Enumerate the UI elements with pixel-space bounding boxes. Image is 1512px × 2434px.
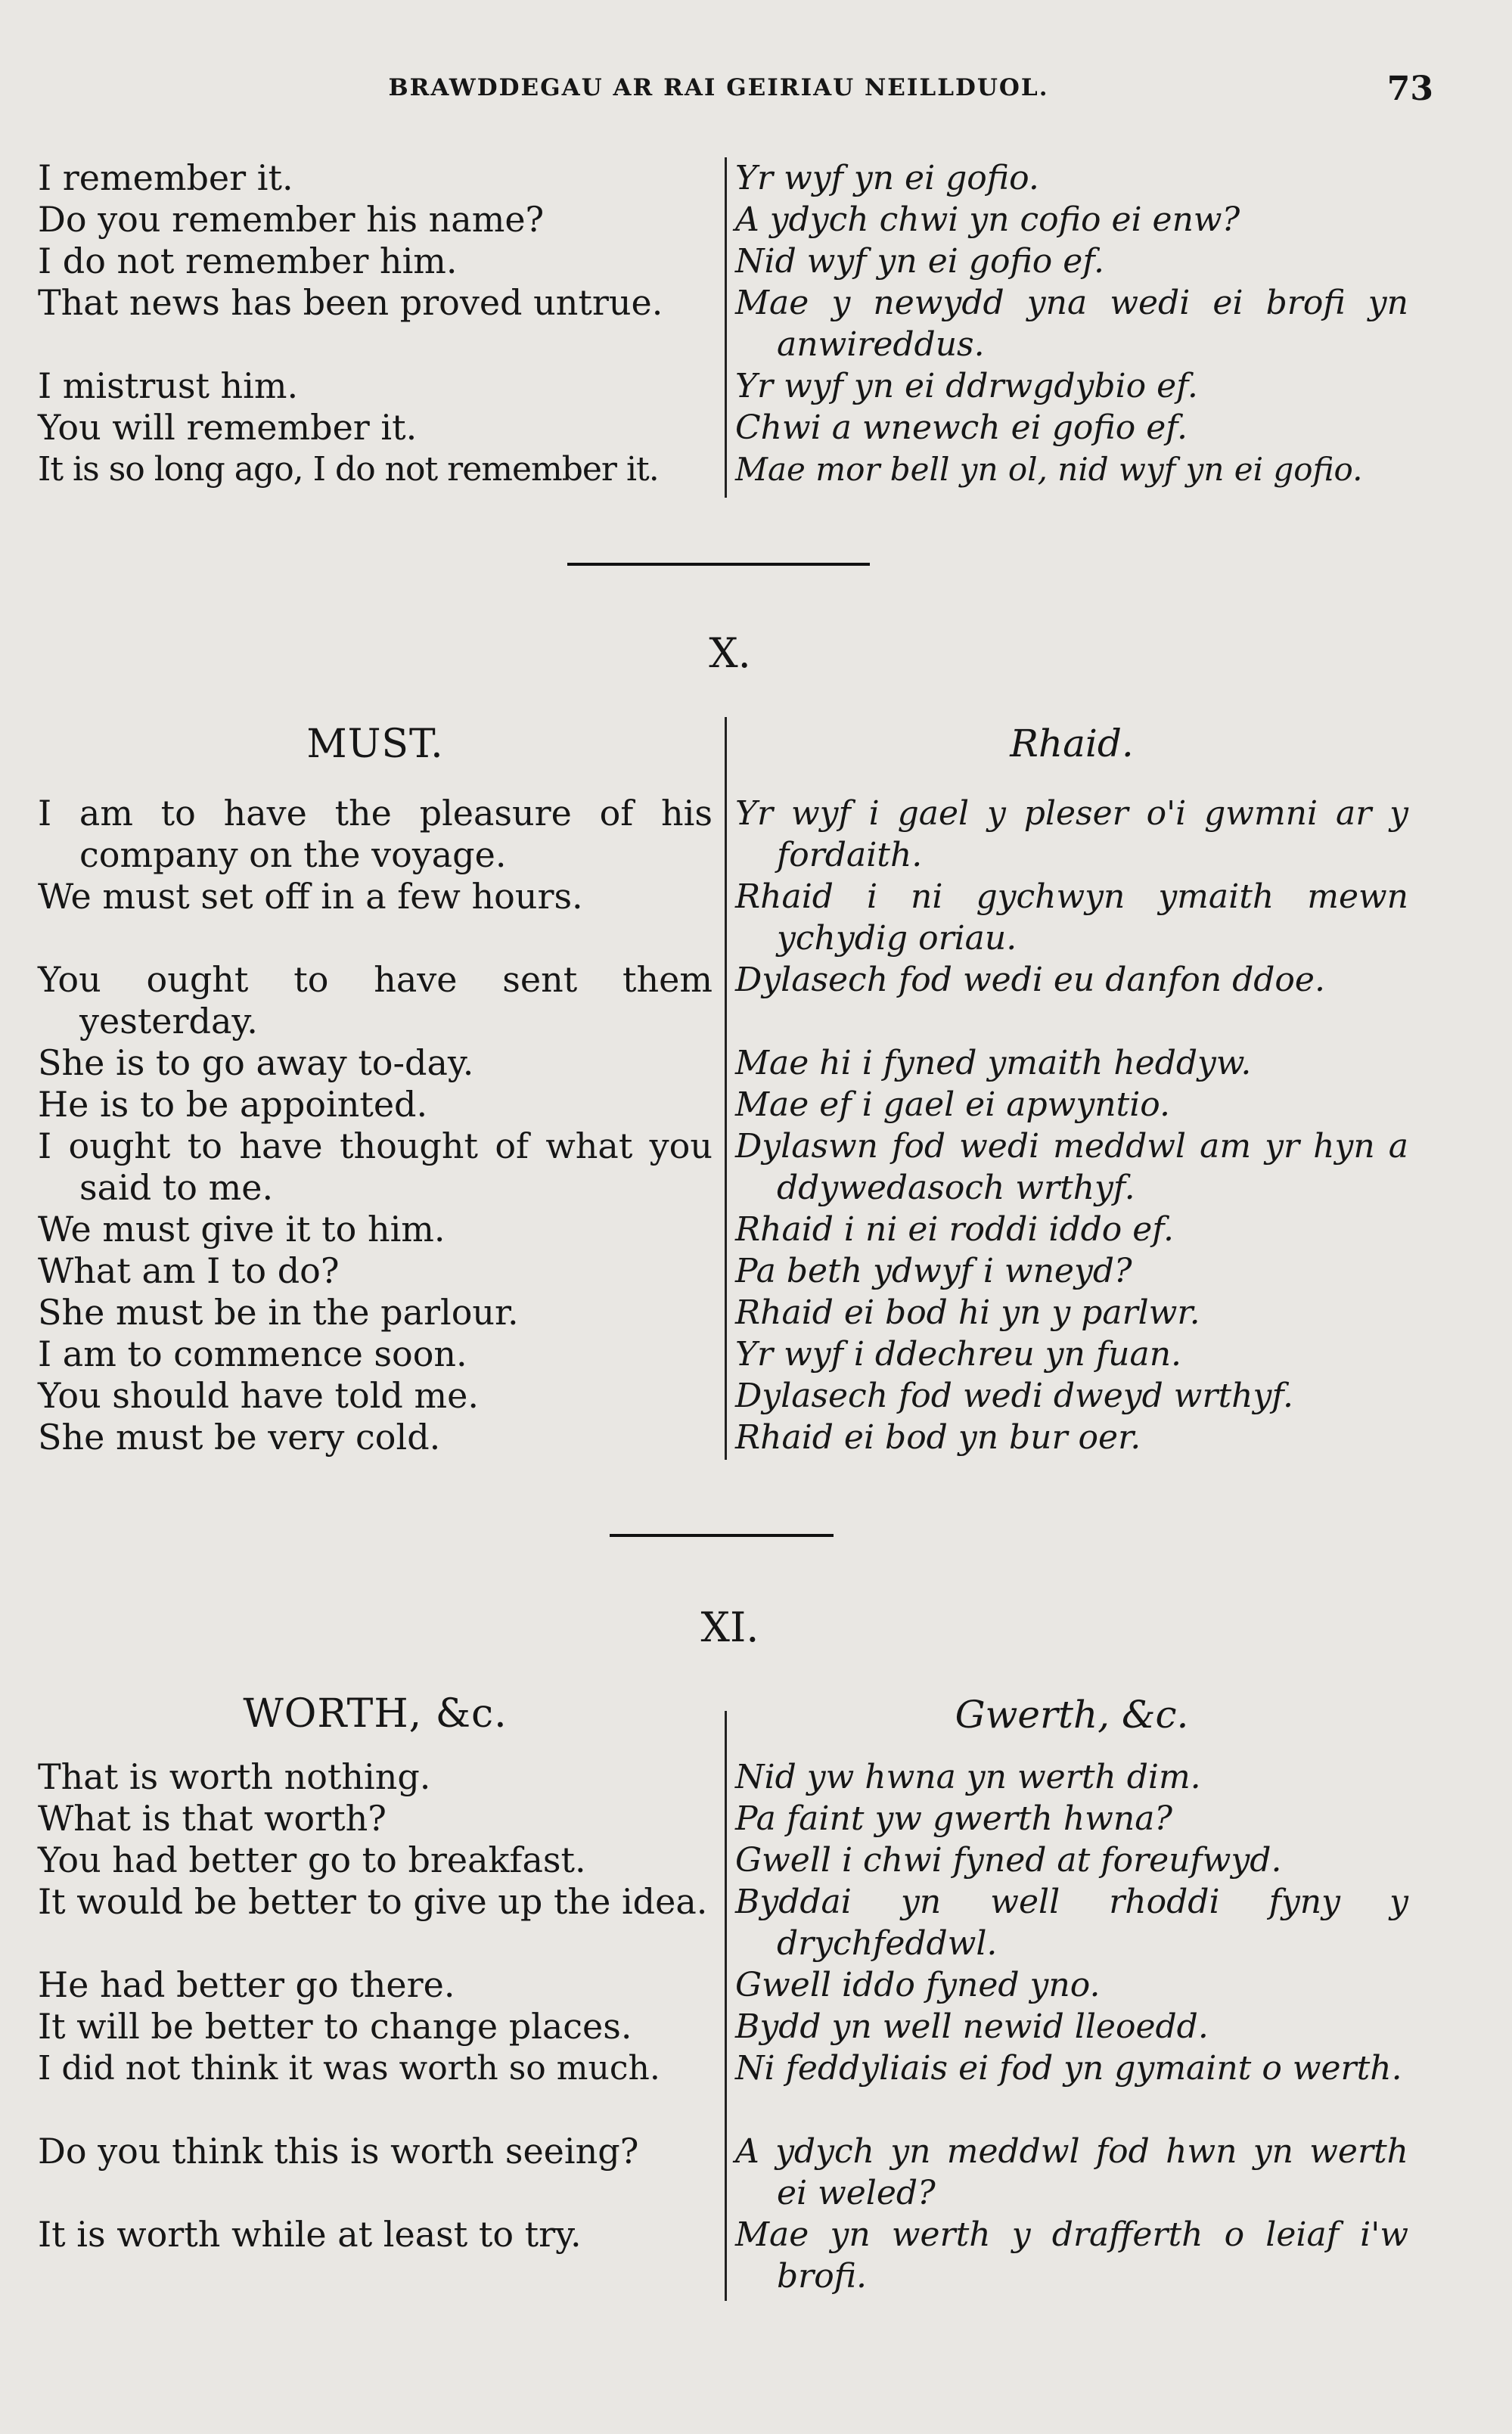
english-phrase: I remember it. [38,157,293,198]
running-head: BRAWDDEGAU AR RAI GEIRIAU NEILLDUOL. [388,74,1049,101]
english-phrase: What am I to do? [38,1250,340,1291]
welsh-phrase: Gwell i chwi fyned at foreufwyd. [735,1841,1282,1880]
page-number: 73 [1386,70,1433,108]
section-number: X. [709,629,751,677]
section-rule [567,563,870,566]
welsh-heading: Rhaid. [1010,722,1134,765]
welsh-phrase: Yr wyf yn ei ddrwgdybio ef. [735,367,1198,405]
english-phrase: You should have told me. [38,1375,479,1416]
english-phrase: He had better go there. [38,1964,455,2005]
must-phrase-table [0,793,1512,1460]
english-phrase: Do you remember his name? [38,199,545,240]
english-phrase: She must be in the parlour. [38,1292,519,1333]
section-number: XI. [700,1604,759,1651]
english-phrase: I ought to have thought of what you said to me. [38,1125,713,1208]
welsh-phrase: Pa faint yw gwerth hwna? [735,1799,1173,1838]
english-phrase: What is that worth? [38,1798,387,1839]
english-phrase: We must give it to him. [38,1209,446,1250]
english-phrase: It will be better to change places. [38,2006,632,2047]
welsh-phrase: Mae yn werth y drafferth o leiaf i'w brofi. [735,2215,1408,2296]
column-divider [725,717,727,1460]
english-phrase: She is to go away to-day. [38,1042,474,1083]
welsh-phrase: Mae ef i gael ei apwyntio. [735,1085,1170,1124]
english-phrase: It is worth while at least to try. [38,2214,582,2255]
welsh-phrase: Mae mor bell yn ol, nid wyf yn ei gofio. [735,451,1363,488]
welsh-phrase: Mae y newydd yna wedi ei brofi yn anwireddus. [735,284,1408,364]
welsh-phrase: Pa beth ydwyf i wneyd? [735,1252,1132,1290]
top-phrase-table [0,157,1512,498]
welsh-phrase: Mae hi i fyned ymaith heddyw. [735,1044,1252,1082]
welsh-phrase: Rhaid ei bod yn bur oer. [735,1418,1141,1457]
welsh-phrase: Rhaid i ni ei roddi iddo ef. [735,1210,1175,1249]
welsh-phrase: A ydych chwi yn cofio ei enw? [735,200,1240,239]
english-phrase: Do you think this is worth seeing? [38,2131,639,2172]
english-phrase: You had better go to breakfast. [38,1839,586,1880]
english-phrase: I did not think it was worth so much. [38,2049,660,2088]
welsh-phrase: Yr wyf i gael y pleser o'i gwmni ar y fordaith. [735,794,1408,874]
welsh-phrase: Nid yw hwna yn werth dim. [735,1758,1201,1796]
welsh-phrase: Gwell iddo fyned yno. [735,1966,1101,2004]
column-divider [725,157,727,498]
english-phrase: He is to be appointed. [38,1084,428,1125]
welsh-phrase: Chwi a wnewch ei gofio ef. [735,408,1188,447]
worth-phrase-table [0,1756,1512,2305]
welsh-phrase: Dylaswn fod wedi meddwl am yr hyn a ddywedasoch wrthyf. [735,1127,1408,1207]
welsh-phrase: Dylasech fod wedi eu danfon ddoe. [735,961,1325,999]
english-phrase: I am to have the pleasure of his company on the voyage. [38,793,713,875]
welsh-phrase: Bydd yn well newid lleoedd. [735,2007,1209,2046]
section-rule [610,1534,834,1537]
english-phrase: It would be better to give up the idea. [38,1881,708,1922]
english-phrase: She must be very cold. [38,1417,441,1458]
welsh-phrase: A ydych yn meddwl fod hwn yn werth ei weled? [735,2132,1408,2212]
welsh-phrase: Byddai yn well rhoddi fyny y drychfeddwl. [735,1883,1408,1963]
welsh-phrase: Rhaid i ni gychwyn ymaith mewn ychydig oriau. [735,877,1408,958]
english-phrase: I am to commence soon. [38,1333,467,1374]
english-phrase: You ought to have sent them yesterday. [38,959,713,1042]
english-phrase: It is so long ago, I do not remember it. [38,450,659,489]
english-phrase: I mistrust him. [38,365,299,406]
column-divider [725,1711,727,2301]
english-phrase: That is worth nothing. [38,1756,431,1797]
english-phrase: We must set off in a few hours. [38,876,583,917]
english-phrase: That news has been proved untrue. [38,282,663,323]
english-phrase: I do not remember him. [38,241,458,281]
welsh-phrase: Ni feddyliais ei fod yn gymaint o werth. [735,2049,1402,2088]
english-phrase: You will remember it. [38,407,418,448]
welsh-phrase: Yr wyf yn ei gofio. [735,159,1039,197]
english-heading: MUST. [306,722,444,767]
welsh-phrase: Yr wyf i ddechreu yn fuan. [735,1335,1182,1374]
welsh-phrase: Nid wyf yn ei gofio ef. [735,242,1105,281]
welsh-heading: Gwerth, &c. [955,1693,1189,1737]
welsh-phrase: Rhaid ei bod hi yn y parlwr. [735,1293,1200,1332]
english-heading: WORTH, &c. [243,1691,508,1737]
welsh-phrase: Dylasech fod wedi dweyd wrthyf. [735,1377,1294,1415]
